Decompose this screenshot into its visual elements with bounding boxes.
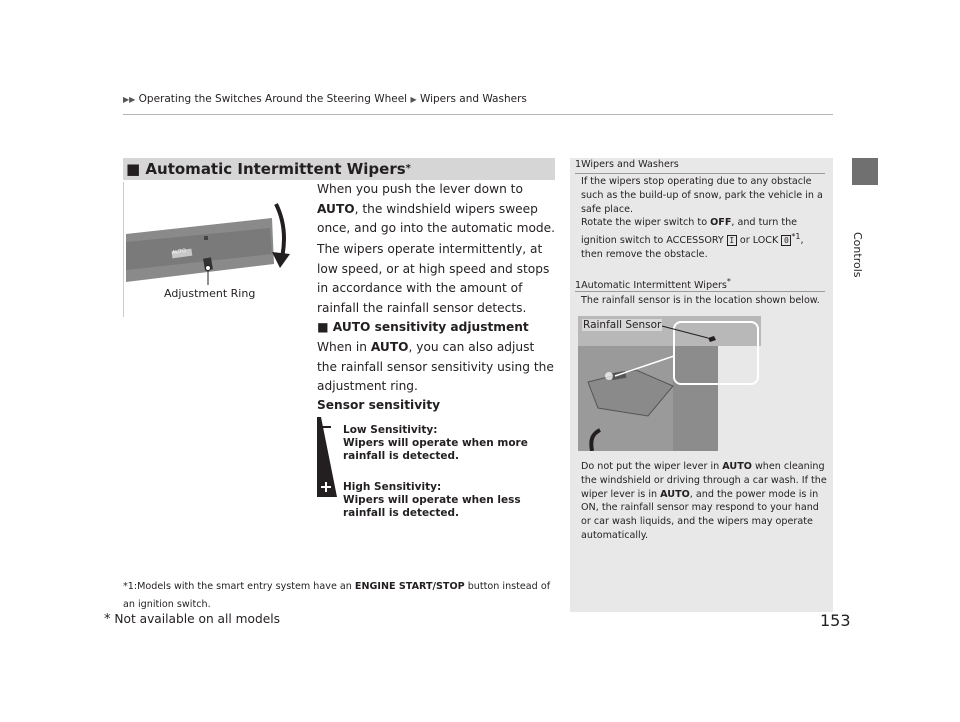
lever-label: AUTO <box>171 248 187 256</box>
key-0-icon: 0 <box>781 235 791 246</box>
availability-mark: * <box>405 163 411 174</box>
note-marker-icon: 1 <box>575 159 582 170</box>
section-heading <box>123 158 555 180</box>
note2-intro: The rainfall sensor is in the location shown below. <box>581 295 820 306</box>
page-number: 153 <box>820 611 851 630</box>
subheading-bullet-icon: ■ <box>317 320 329 334</box>
running-header <box>123 93 527 105</box>
high-sensitivity-label: High Sensitivity: Wipers will operate when less rainfall is detected. <box>343 481 521 519</box>
note1-title: 1Wipers and Washers <box>575 159 679 170</box>
note2-caution: Do not put the wiper lever in AUTO when cleaning the windshield or driving through a car wash. If the wiper lever is in AUTO, and the power mode is in ON, the rainfall sensor may respond to your hand or car wash liquids, and the wipers may operate automatically. <box>581 461 827 541</box>
chapter-label: Controls <box>851 232 864 278</box>
paragraph-adjustment: When in AUTO, you can also adjust the rainfall sensor sensitivity using the adjustment ring. <box>317 340 554 393</box>
breadcrumb-2: Wipers and Washers <box>419 93 527 105</box>
adjustment-ring-callout: Adjustment Ring <box>164 287 256 300</box>
paragraph-operation: The wipers operate intermittently, at low speed, or at high speed and stops in accordance with the amount of rainfall the rainfall sensor detects. <box>317 242 550 315</box>
breadcrumb-arrow-icon: ▶ <box>410 95 417 104</box>
paragraph-auto-mode: When you push the lever down to AUTO, the windshield wipers sweep once, and go into the automatic mode. <box>317 182 556 235</box>
availability-footnote: * Not available on all models <box>104 612 280 627</box>
wiper-lever-figure <box>123 182 303 317</box>
low-sensitivity-label: Low Sensitivity: Wipers will operate when more rainfall is detected. <box>343 424 528 462</box>
section-title: Automatic Intermittent Wipers <box>145 160 406 178</box>
rainfall-sensor-label: Rainfall Sensor <box>583 319 662 331</box>
note1-text: If the wipers stop operating due to any obstacle such as the build-up of snow, park the vehicle in a safe place. Rotate the wiper switch to OFF, and turn the ignition switch to ACCESSORY I or LOCK 0 $^{*1}$, then remove the obstacle. <box>581 176 823 261</box>
rainfall-sensor-illustration <box>578 316 761 451</box>
footnote: *1:Models with the smart entry system have an ENGINE START/STOP button instead of an ignition switch. <box>123 581 551 610</box>
note2-rule <box>575 291 825 292</box>
breadcrumb-arrow-icon: ▶▶ <box>123 95 136 104</box>
header-rule <box>123 114 833 115</box>
note-marker-icon: 1 <box>575 280 582 292</box>
subheading-auto-sensitivity: ■ AUTO sensitivity adjustment <box>317 320 529 334</box>
note2-title: 1Automatic Intermittent Wipers* <box>575 277 731 292</box>
key-i-icon: I <box>727 235 737 246</box>
sensor-sensitivity-heading: Sensor sensitivity <box>317 398 441 412</box>
note1-rule <box>575 173 825 174</box>
rainfall-sensor-figure <box>578 316 761 451</box>
section-bullet-icon: ■ <box>126 160 141 178</box>
chapter-tab <box>852 158 878 185</box>
sensitivity-wedge-graphic <box>317 417 341 497</box>
breadcrumb-1: Operating the Switches Around the Steering Wheel <box>138 93 408 105</box>
